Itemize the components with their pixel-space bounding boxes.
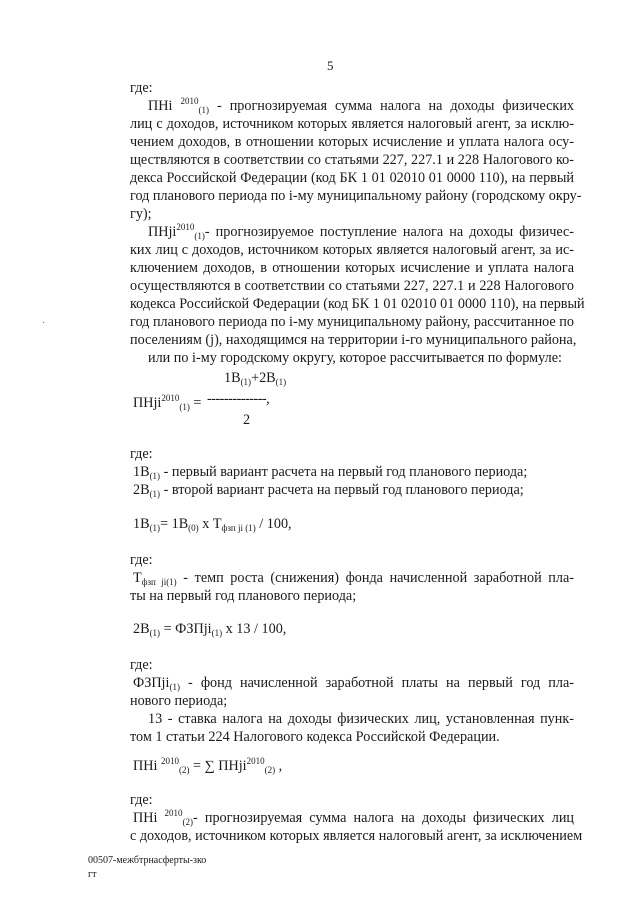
symbol-2v: +2В [251,370,276,386]
symbol-pnji: ПНji [133,395,162,411]
paragraph-line: год планового периода по i-му муниципальному району, рассчитанное по [130,314,574,330]
equals-fzp: = ФЗПji [160,621,212,637]
where-label-5: где: [130,792,153,808]
sub-fzp: фзп ji (1) [221,523,256,533]
paragraph-line: ты на первый год планового периода; [130,588,357,604]
comma: , [275,758,283,774]
text-segment: - фонд начисленной заработной платы на первый год пла- [179,675,574,691]
margin-dot: · [42,318,46,329]
sub-1: (1) [149,489,161,499]
times-13: x 13 / 100, [222,621,287,637]
sup-2010: 2010 [164,808,183,818]
sub-2: (2) [182,817,194,827]
definition-pnji-1-line [148,223,574,241]
times-t: x Т [198,516,222,532]
definition-1v [133,463,577,481]
text-segment: - прогнозируемое поступление налога на доходы физичес- [204,224,574,240]
symbol-fzp: ФЗПji [133,675,170,691]
symbol-1v: 1В [133,516,150,532]
paragraph-line: нового периода; [130,693,228,709]
symbol-1v: 1В [133,464,150,480]
page-number: 5 [327,58,334,73]
sub-1: (1) [169,682,180,692]
paragraph-line: осуществляются в соответствии со статьями 227, 227.1 и 228 Налогового [130,278,574,294]
formula-1-fraction-bar: --------------, [207,391,270,407]
paragraph-line: кодекса Российской Федерации (код БК 1 01 02010 01 0000 110), на первый [130,296,585,312]
paragraph-line: декса Российской Федерации (код БК 1 01 02010 01 0000 110), на первый [130,170,574,186]
definition-2v [133,481,577,499]
sub-1: (1) [240,377,252,387]
formula-2 [133,515,577,533]
definition-pni-2 [133,809,574,827]
text-segment: - темп роста (снижения) фонда начисленной заработной пла- [176,570,574,586]
footer-document-code: 00507-межбтрнасферты-зко [88,855,207,866]
paragraph-line: гу); [130,206,152,222]
sub-0: (0) [188,523,199,533]
sub-fzp: фзп ji(1) [141,577,177,587]
paragraph-line: с доходов, источником которых является налоговый агент, за исключением [130,828,583,844]
paragraph-line: том 1 статьи 224 Налогового кодекса Российской Федерации. [130,729,500,745]
sup-2010: 2010 [180,96,199,106]
symbol-pni: ПНi [148,98,173,114]
where-label-1: где: [130,80,153,96]
paragraph-line: поселениям (j), находящимся на территории i-го муниципального района, [130,332,577,348]
where-label-2: где: [130,446,153,462]
symbol-pni: ПНi [133,758,158,774]
definition-t-fzp [133,569,574,587]
sup-2010: 2010 [160,756,179,766]
where-label-3: где: [130,552,153,568]
equals-sign: = [189,395,202,411]
sup-2010: 2010 [246,756,265,766]
formula-4 [133,757,577,775]
symbol-pni: ПНi [133,810,158,826]
divide-100: / 100, [255,516,292,532]
text-segment: - первый вариант расчета на первый год планового периода; [160,464,528,480]
symbol-pnji: ПНji [148,224,177,240]
sub-1: (1) [194,231,205,241]
sub-2: (2) [178,765,190,775]
paragraph-line: или по i-му городскому округу, которое рассчитывается по формуле: [148,350,562,366]
footer-initials: гт [88,869,97,880]
formula-1-denominator: 2 [243,412,251,428]
sup-2010: 2010 [161,393,180,403]
formula-3 [133,620,577,638]
sub-1: (1) [149,471,161,481]
sub-1: (1) [211,628,223,638]
formula-1-lhs [133,395,201,412]
paragraph-line: 13 - ставка налога на доходы физических лиц, установленная пунк- [148,711,574,727]
definition-pni-1-line [148,97,574,115]
equals-sum: = ∑ ПНji [189,758,247,774]
text-segment: - второй вариант расчета на первый год планового периода; [160,482,524,498]
sup-2010: 2010 [176,222,195,232]
paragraph-line: лиц с доходов, источником которых является налоговый агент, за исклю- [130,116,574,132]
sub-1: (1) [179,402,190,412]
paragraph-line: год планового периода по i-му муниципальному району (городскому окру- [130,188,582,204]
symbol-t: Т [133,570,142,586]
text-segment: - прогнозируемая сумма налога на доходы физических лиц [193,810,575,826]
sub-1: (1) [275,377,287,387]
paragraph-line: ких лиц с доходов, источником которых является налоговый агент, за ис- [130,242,574,258]
paragraph-line: ществляются в соответствии со статьями 227, 227.1 и 228 Налогового ко- [130,152,574,168]
sub-1: (1) [149,523,161,533]
sub-1: (1) [198,105,209,115]
text-segment: - прогнозируемая сумма налога на доходы физических [208,98,574,114]
sub-2: (2) [264,765,276,775]
symbol-2v: 2В [133,621,150,637]
definition-fzp [133,674,574,692]
equals-1v: = 1В [160,516,189,532]
sub-1: (1) [149,628,161,638]
formula-1-numerator [224,370,286,387]
symbol-2v: 2В [133,482,150,498]
paragraph-line: чением доходов, в отношении которых исчисление и уплата налога осу- [130,134,574,150]
where-label-4: где: [130,657,153,673]
symbol-1v: 1В [224,370,241,386]
paragraph-line: ключением доходов, в отношении которых исчисление и уплата налога [130,260,574,276]
